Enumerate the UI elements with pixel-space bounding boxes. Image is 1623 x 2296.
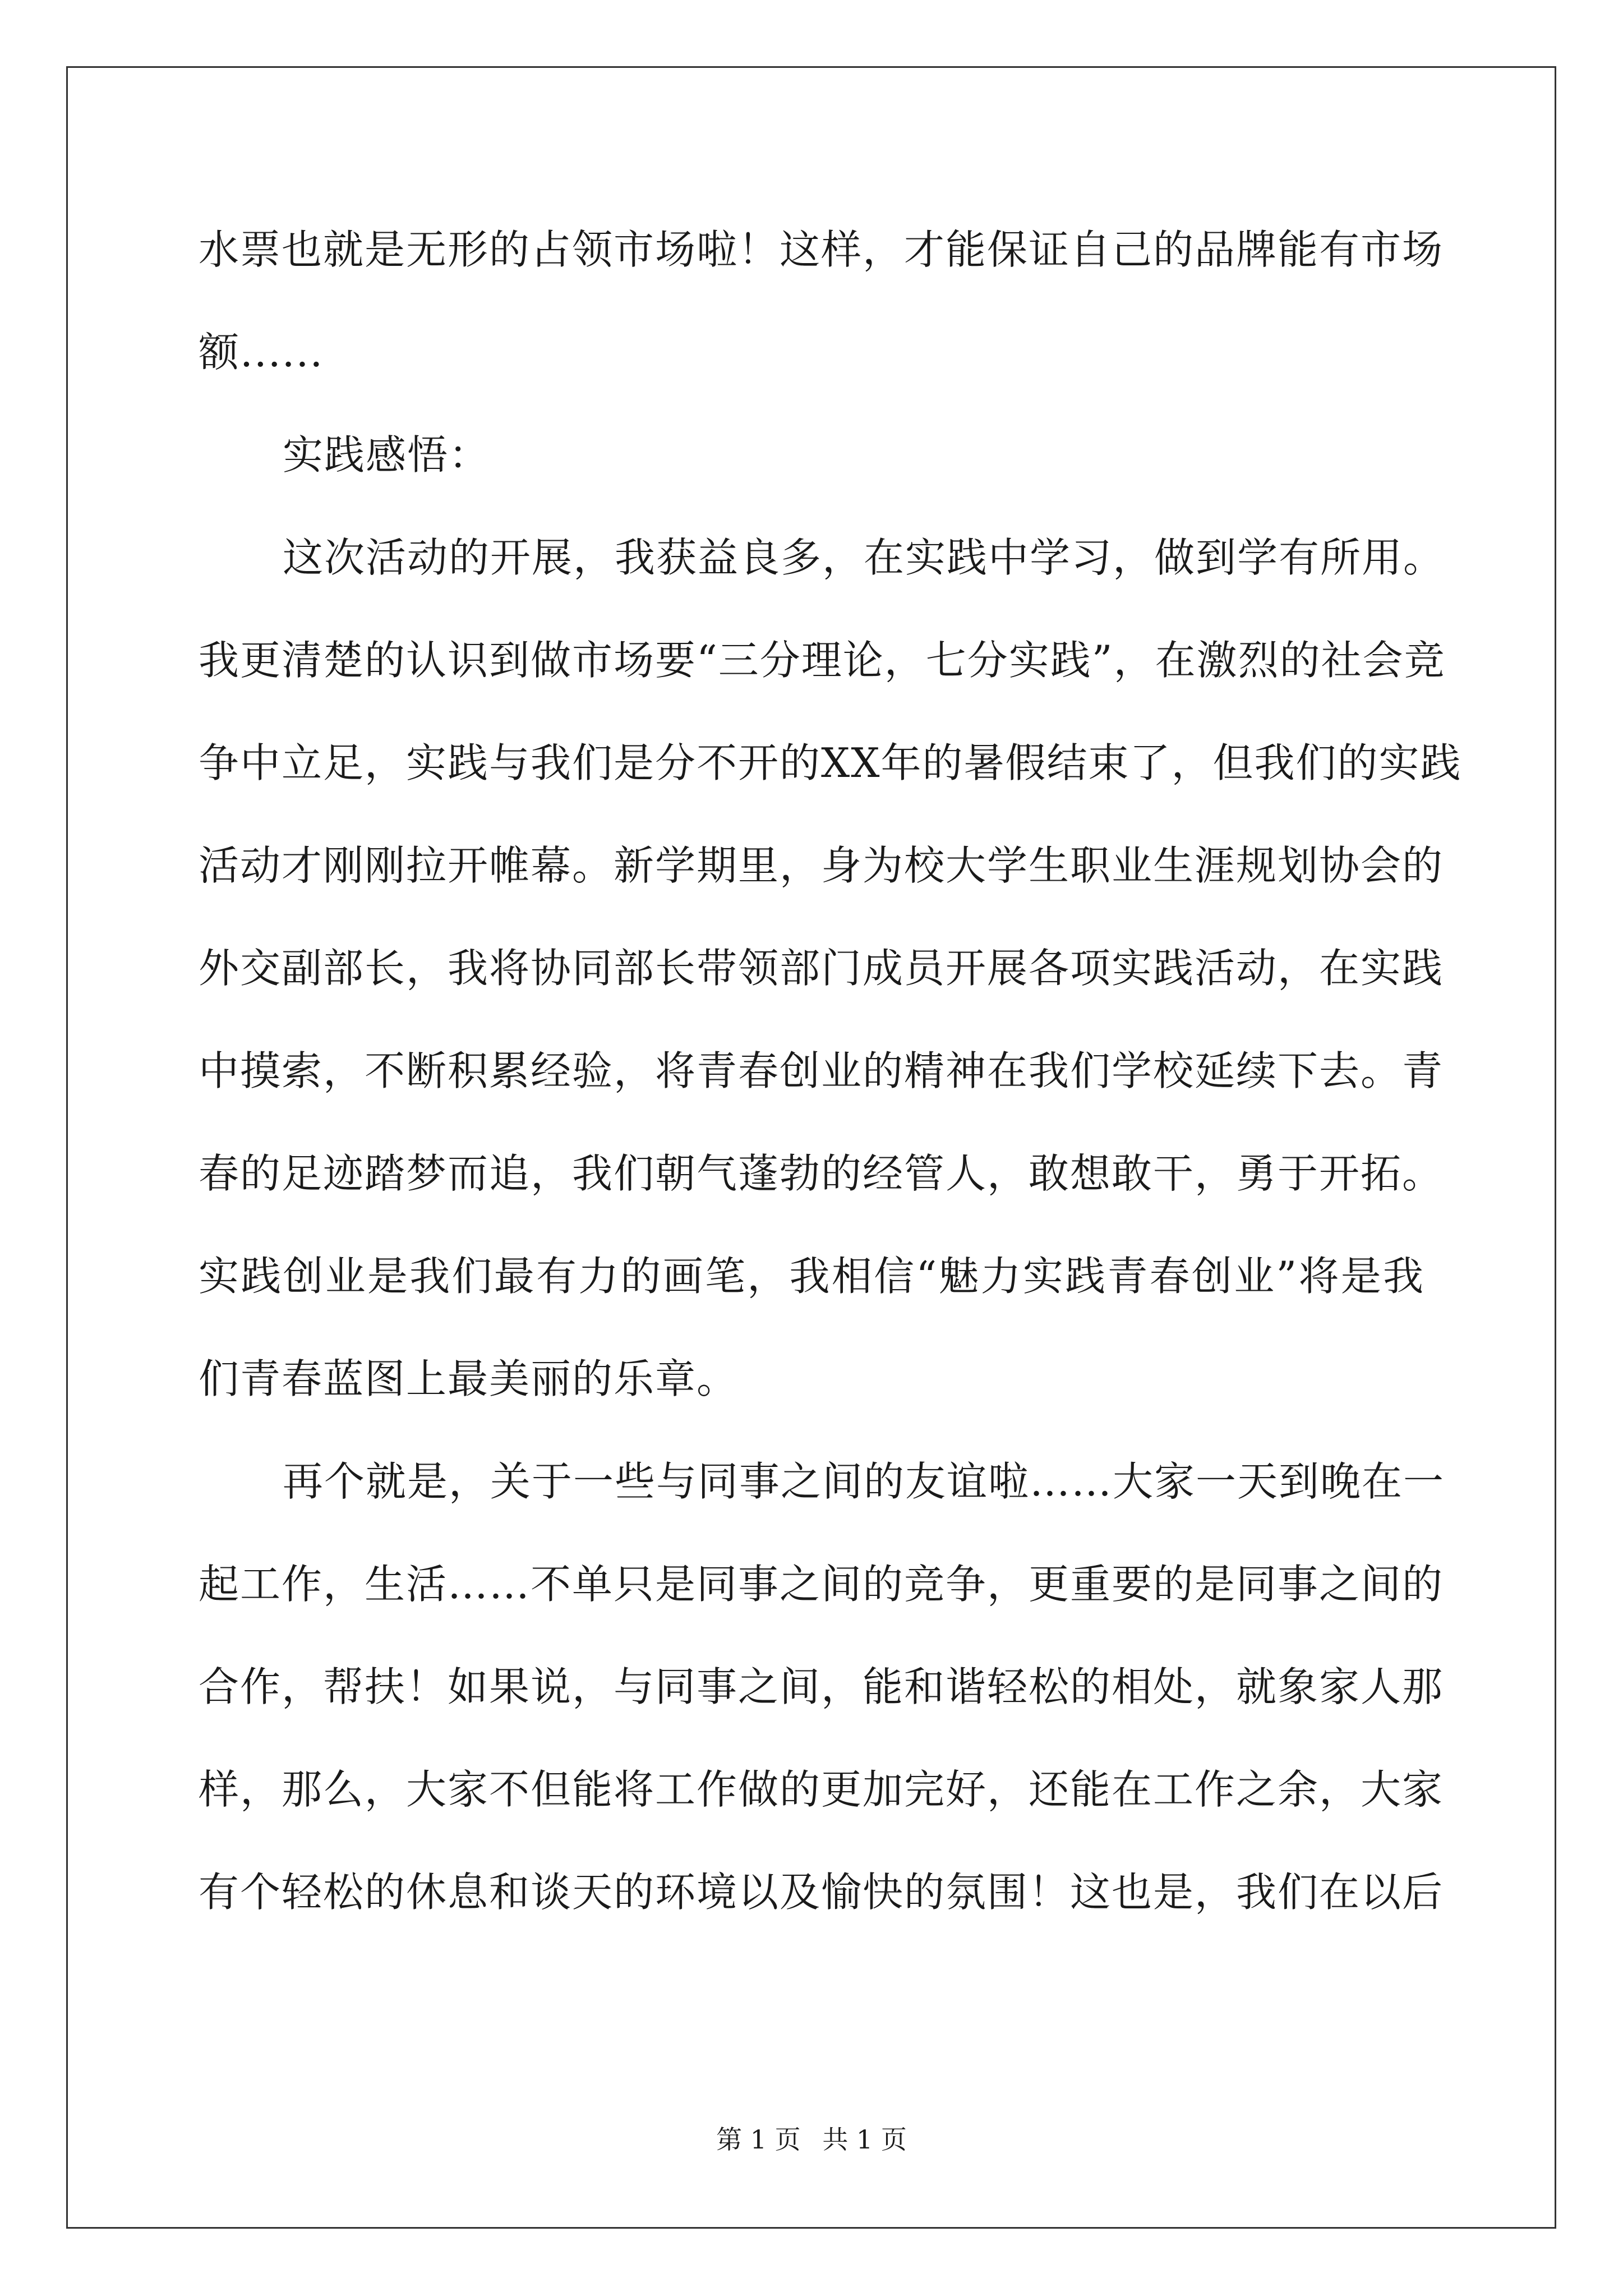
text-line: 春的足迹踏梦而追，我们朝气蓬勃的经管人，敢想敢干，勇于开拓。 (199, 1150, 1444, 1197)
page-total: 共 1 页 (822, 2124, 907, 2155)
text-line: 合作，帮扶！如果说，与同事之间，能和谐轻松的相处，就象家人那 (199, 1663, 1444, 1710)
text-line: 这次活动的开展，我获益良多，在实践中学习，做到学有所用。 (283, 534, 1445, 581)
text-line: 中摸索，不断积累经验，将青春创业的精神在我们学校延续下去。青 (199, 1047, 1444, 1094)
text-line: 活动才刚刚拉开帷幕。新学期里，身为校大学生职业生涯规划协会的 (199, 842, 1444, 889)
text-line: 水票也就是无形的占领市场啦！这样，才能保证自己的品牌能有市场 (199, 226, 1444, 273)
text-line: 起工作，生活……不单只是同事之间的竞争，更重要的是同事之间的 (199, 1561, 1444, 1608)
page-number: 第 1 页 (716, 2124, 801, 2155)
text-line: 争中立足，实践与我们是分不开的XX年的暑假结束了，但我们的实践 (199, 739, 1462, 786)
document-body (199, 199, 1462, 1944)
text-line: 额...... (199, 329, 324, 376)
text-line: 实践创业是我们最有力的画笔，我相信“魅力实践青春创业”将是我 (199, 1253, 1424, 1300)
text-line: 外交副部长，我将协同部长带领部门成员开展各项实践活动，在实践 (199, 945, 1444, 992)
text-line: 再个就是，关于一些与同事之间的友谊啦……大家一天到晚在一 (283, 1458, 1445, 1505)
text-line: 样，那么，大家不但能将工作做的更加完好，还能在工作之余，大家 (199, 1766, 1444, 1813)
text-line: 我更清楚的认识到做市场要“三分理论，七分实践”，在激烈的社会竞 (199, 637, 1446, 684)
text-line: 们青春蓝图上最美丽的乐章。 (199, 1355, 739, 1402)
text-line: 有个轻松的休息和谈天的环境以及愉快的氛围！这也是，我们在以后 (199, 1869, 1444, 1916)
section-heading: 实践感悟： (283, 431, 491, 478)
page-footer (0, 2119, 1623, 2156)
